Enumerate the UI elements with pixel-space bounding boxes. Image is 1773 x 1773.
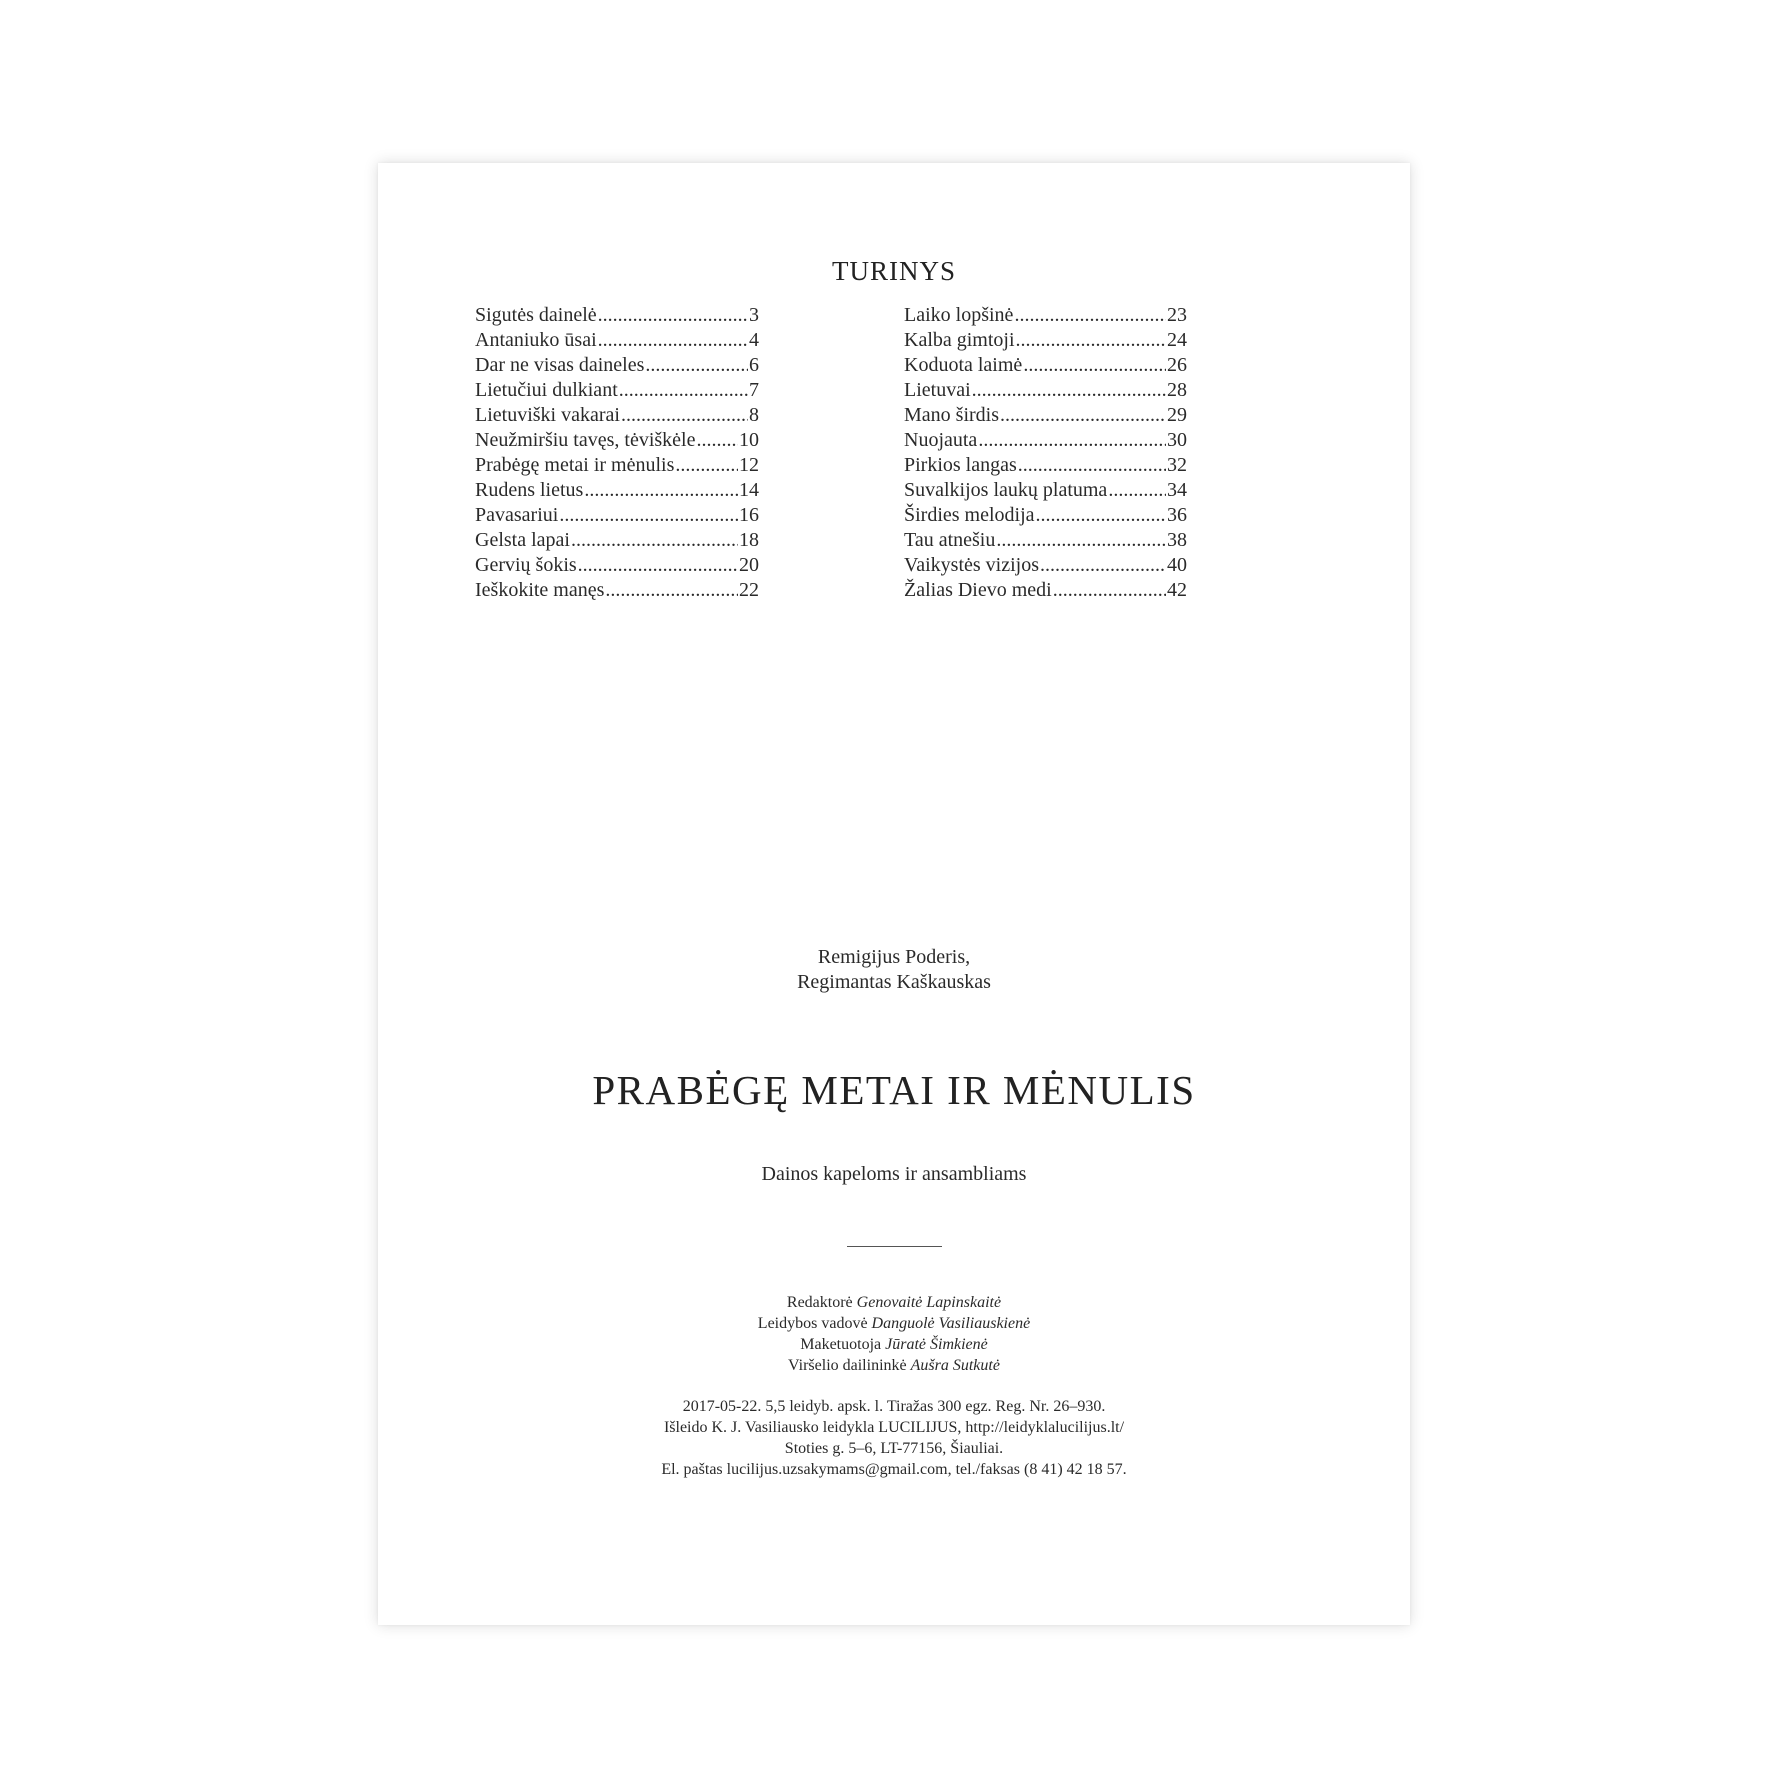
toc-entry-page: 7 — [749, 379, 759, 401]
toc-entry-page: 34 — [1167, 479, 1187, 501]
toc-leader-dots — [584, 478, 738, 503]
toc-leader-dots — [996, 528, 1166, 553]
toc-leader-dots — [697, 428, 739, 453]
toc-entry-title: Nuojauta — [904, 429, 978, 451]
toc-leader-dots — [1053, 578, 1166, 603]
toc-entry-page: 42 — [1167, 579, 1187, 601]
toc-column-left — [475, 303, 759, 603]
toc-entry-page: 20 — [739, 554, 759, 576]
document-page — [378, 163, 1410, 1625]
toc-entry-title: Antaniuko ūsai — [475, 329, 597, 351]
credit-name: Aušra Sutkutė — [910, 1357, 1000, 1374]
toc-entry — [904, 353, 1187, 378]
toc-entry-title: Gervių šokis — [475, 554, 577, 576]
book-title: PRABĖGĘ METAI IR MĖNULIS — [592, 1067, 1196, 1113]
toc-entry-page: 14 — [739, 479, 759, 501]
toc-leader-dots — [605, 578, 738, 603]
toc-entry — [904, 578, 1187, 603]
toc-entry-title: Kalba gimtoji — [904, 329, 1015, 351]
toc-leader-dots — [1016, 328, 1166, 353]
toc-entry-page: 28 — [1167, 379, 1187, 401]
toc-entry — [475, 428, 759, 453]
toc-entry-title: Žalias Dievo medi — [904, 579, 1052, 601]
toc-entry-page: 18 — [739, 529, 759, 551]
toc-entry — [904, 378, 1187, 403]
credit-role: Viršelio dailininkė — [788, 1357, 907, 1374]
toc-leader-dots — [619, 378, 748, 403]
toc-entry-title: Neužmiršiu tavęs, tėviškėle — [475, 429, 696, 451]
toc-leader-dots — [621, 403, 748, 428]
imprint-line: Išleido K. J. Vasiliausko leidykla LUCILIJUS, http://leidyklalucilijus.lt/ — [663, 1419, 1125, 1436]
credit-line — [378, 1355, 1410, 1376]
credit-role: Maketuotoja — [800, 1336, 882, 1353]
toc-entry-title: Ieškokite manęs — [475, 579, 605, 601]
toc-entry-title: Sigutės dainelė — [475, 304, 597, 326]
toc-entry-title: Gelsta lapai — [475, 529, 570, 551]
imprint-line: 2017-05-22. 5,5 leidyb. apsk. l. Tiražas 300 egz. Reg. Nr. 26–930. — [682, 1398, 1106, 1415]
credit-line — [378, 1292, 1410, 1313]
toc-entry — [475, 478, 759, 503]
toc-entry — [475, 503, 759, 528]
authors-block — [378, 945, 1410, 995]
toc-entry — [475, 578, 759, 603]
toc-entry-title: Širdies melodija — [904, 504, 1035, 526]
toc-entry — [475, 378, 759, 403]
imprint-line: Stoties g. 5–6, LT-77156, Šiauliai. — [784, 1440, 1004, 1457]
author-name: Remigijus Poderis, — [817, 946, 971, 968]
toc-entry — [904, 528, 1187, 553]
toc-entry — [475, 403, 759, 428]
toc-heading: TURINYS — [831, 256, 956, 286]
toc-entry-page: 22 — [739, 579, 759, 601]
toc-entry — [475, 328, 759, 353]
toc-entry-title: Vaikystės vizijos — [904, 554, 1039, 576]
toc-entry-page: 26 — [1167, 354, 1187, 376]
credit-role: Leidybos vadovė — [757, 1315, 868, 1332]
toc-entry-page: 30 — [1167, 429, 1187, 451]
credits-block — [378, 1292, 1410, 1376]
toc-entry — [904, 478, 1187, 503]
toc-leader-dots — [978, 428, 1166, 453]
toc-leader-dots — [598, 303, 748, 328]
toc-entry-page: 6 — [749, 354, 759, 376]
toc-entry-page: 3 — [749, 304, 759, 326]
toc-entry-page: 4 — [749, 329, 759, 351]
toc-entry — [904, 428, 1187, 453]
imprint-line: El. paštas lucilijus.uzsakymams@gmail.com, tel./faksas (8 41) 42 18 57. — [661, 1461, 1127, 1478]
toc-entry-title: Lietučiui dulkiant — [475, 379, 618, 401]
toc-entry-page: 29 — [1167, 404, 1187, 426]
toc-leader-dots — [645, 353, 748, 378]
toc-entry — [904, 453, 1187, 478]
credit-line — [378, 1334, 1410, 1355]
toc-entry — [904, 503, 1187, 528]
toc-entry — [475, 303, 759, 328]
toc-entry-title: Laiko lopšinė — [904, 304, 1014, 326]
toc-leader-dots — [1040, 553, 1166, 578]
credit-name: Jūratė Šimkienė — [885, 1336, 988, 1353]
divider-line — [847, 1246, 942, 1247]
toc-leader-dots — [1014, 303, 1166, 328]
credit-name: Danguolė Vasiliauskienė — [871, 1315, 1031, 1332]
toc-entry — [475, 553, 759, 578]
toc-entry-page: 8 — [749, 404, 759, 426]
toc-entry-title: Pirkios langas — [904, 454, 1017, 476]
toc-entry-title: Suvalkijos laukų platuma — [904, 479, 1108, 501]
toc-leader-dots — [1108, 478, 1166, 503]
credit-line — [378, 1313, 1410, 1334]
toc-entry-page: 16 — [739, 504, 759, 526]
credit-name: Genovaitė Lapinskaitė — [856, 1294, 1002, 1311]
toc-entry-title: Koduota laimė — [904, 354, 1023, 376]
toc-entry-page: 38 — [1167, 529, 1187, 551]
toc-leader-dots — [1018, 453, 1166, 478]
toc-leader-dots — [578, 553, 738, 578]
book-subtitle: Dainos kapeloms ir ansambliams — [761, 1163, 1027, 1185]
toc-entry-page: 36 — [1167, 504, 1187, 526]
toc-entry-page: 32 — [1167, 454, 1187, 476]
toc-leader-dots — [598, 328, 748, 353]
toc-leader-dots — [559, 503, 738, 528]
toc-entry-title: Tau atnešiu — [904, 529, 996, 551]
toc-leader-dots — [1000, 403, 1166, 428]
toc-entry — [904, 553, 1187, 578]
toc-entry-title: Lietuvai — [904, 379, 971, 401]
credit-role: Redaktorė — [786, 1294, 853, 1311]
toc-entry — [904, 328, 1187, 353]
toc-entry — [475, 528, 759, 553]
toc-entry — [475, 353, 759, 378]
toc-entry-title: Rudens lietus — [475, 479, 584, 501]
toc-entry-title: Pavasariui — [475, 504, 559, 526]
toc-entry-title: Lietuviški vakarai — [475, 404, 620, 426]
toc-entry-page: 10 — [739, 429, 759, 451]
toc-entry — [904, 403, 1187, 428]
toc-leader-dots — [675, 453, 738, 478]
toc-entry-page: 23 — [1167, 304, 1187, 326]
toc-entry-page: 24 — [1167, 329, 1187, 351]
toc-entry-page: 40 — [1167, 554, 1187, 576]
toc-leader-dots — [1023, 353, 1166, 378]
toc-entry-page: 12 — [739, 454, 759, 476]
toc-leader-dots — [1036, 503, 1166, 528]
toc-column-right — [904, 303, 1187, 603]
toc-entry-title: Dar ne visas daineles — [475, 354, 645, 376]
toc-entry-title: Prabėgę metai ir mėnulis — [475, 454, 675, 476]
toc-entry — [475, 453, 759, 478]
toc-entry-title: Mano širdis — [904, 404, 999, 426]
toc-entry — [904, 303, 1187, 328]
toc-leader-dots — [571, 528, 738, 553]
toc-leader-dots — [972, 378, 1166, 403]
author-name: Regimantas Kaškauskas — [797, 971, 991, 993]
imprint-block — [378, 1396, 1410, 1480]
